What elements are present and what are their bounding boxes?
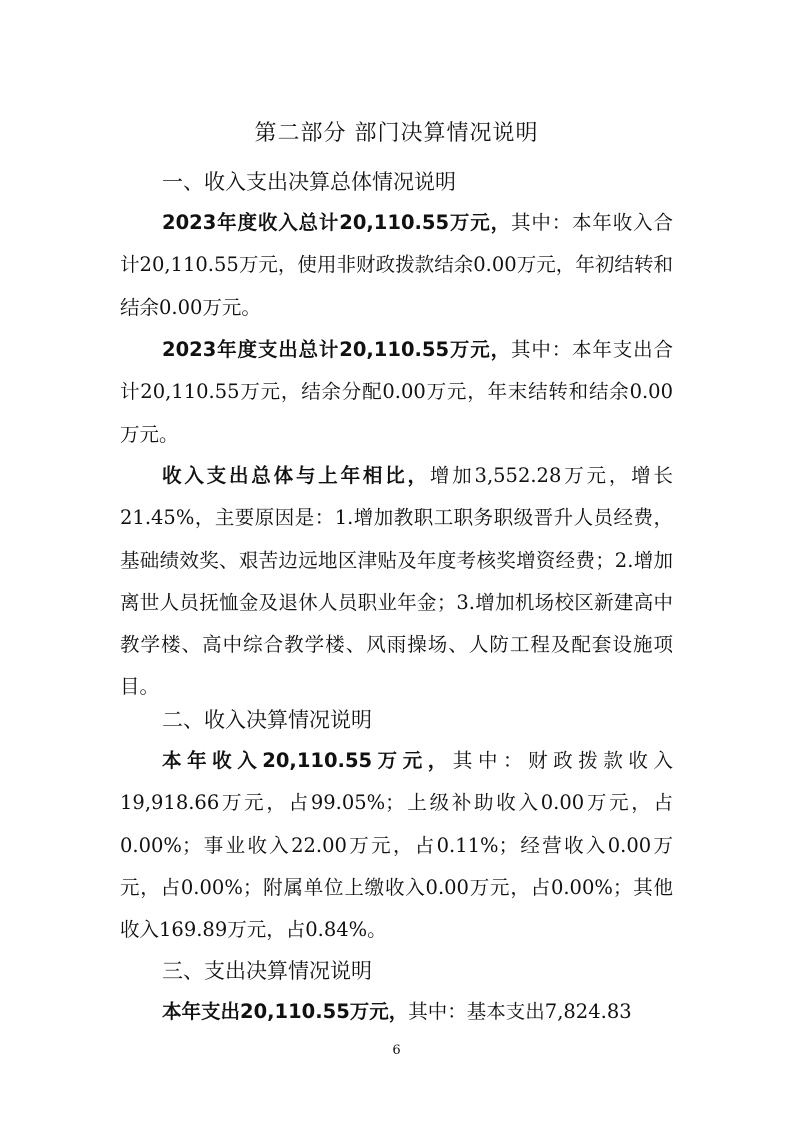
paragraph-income-detail — [120, 740, 673, 951]
paragraph-year-comparison — [120, 455, 673, 709]
section-heading-overview: 一、收入支出决算总体情况说明 — [162, 170, 456, 194]
page-title: 第二部分 部门决算情况说明 — [254, 121, 539, 146]
bold-lead: 本年支出20,110.55万元， — [162, 1000, 409, 1023]
paragraph-total-expenditure — [120, 329, 673, 456]
paragraph-text: 其中：本年支出合计20,110.55万元，结余分配0.00万元，年末结转和结余0.00万元。 — [120, 338, 673, 446]
paragraph-text: 增加3,552.28万元，增长21.45%，主要原因是：1.增加教职工职务职级晋升人员经费，基础绩效奖、艰苦边远地区津贴及年度考核奖增资经费；2.增加离世人员抚恤金及退休人员职业年金；3.增加机场校区新建高中教学楼、高中综合教学楼、风雨操场、人防工程及配套设施项目。 — [120, 464, 673, 699]
paragraph-text: 其中：基本支出7,824.83 — [408, 1000, 632, 1023]
bold-lead: 本年收入20,110.55万元， — [162, 749, 453, 772]
section-heading-expenditure: 三、支出决算情况说明 — [162, 959, 372, 983]
page-number: 6 — [392, 1043, 401, 1058]
bold-lead: 2023年度支出总计20,110.55万元， — [162, 338, 511, 361]
paragraph-total-income — [120, 202, 673, 329]
bold-lead: 2023年度收入总计20,110.55万元， — [162, 211, 511, 234]
paragraph-expenditure-detail — [120, 991, 673, 1033]
bold-lead: 收入支出总体与上年相比， — [162, 464, 430, 487]
paragraph-text: 其中：本年收入合计20,110.55万元，使用非财政拨款结余0.00万元，年初结转和结余0.00万元。 — [120, 211, 673, 319]
paragraph-text: 其中：财政拨款收入19,918.66万元，占99.05%；上级补助收入0.00万元，占0.00%；事业收入22.00万元，占0.11%；经营收入0.00万元，占0.00%；附属单位上缴收入0.00万元，占0.00%；其他收入169.89万元，占0.84%。 — [120, 749, 673, 942]
section-heading-income: 二、收入决算情况说明 — [162, 708, 372, 732]
